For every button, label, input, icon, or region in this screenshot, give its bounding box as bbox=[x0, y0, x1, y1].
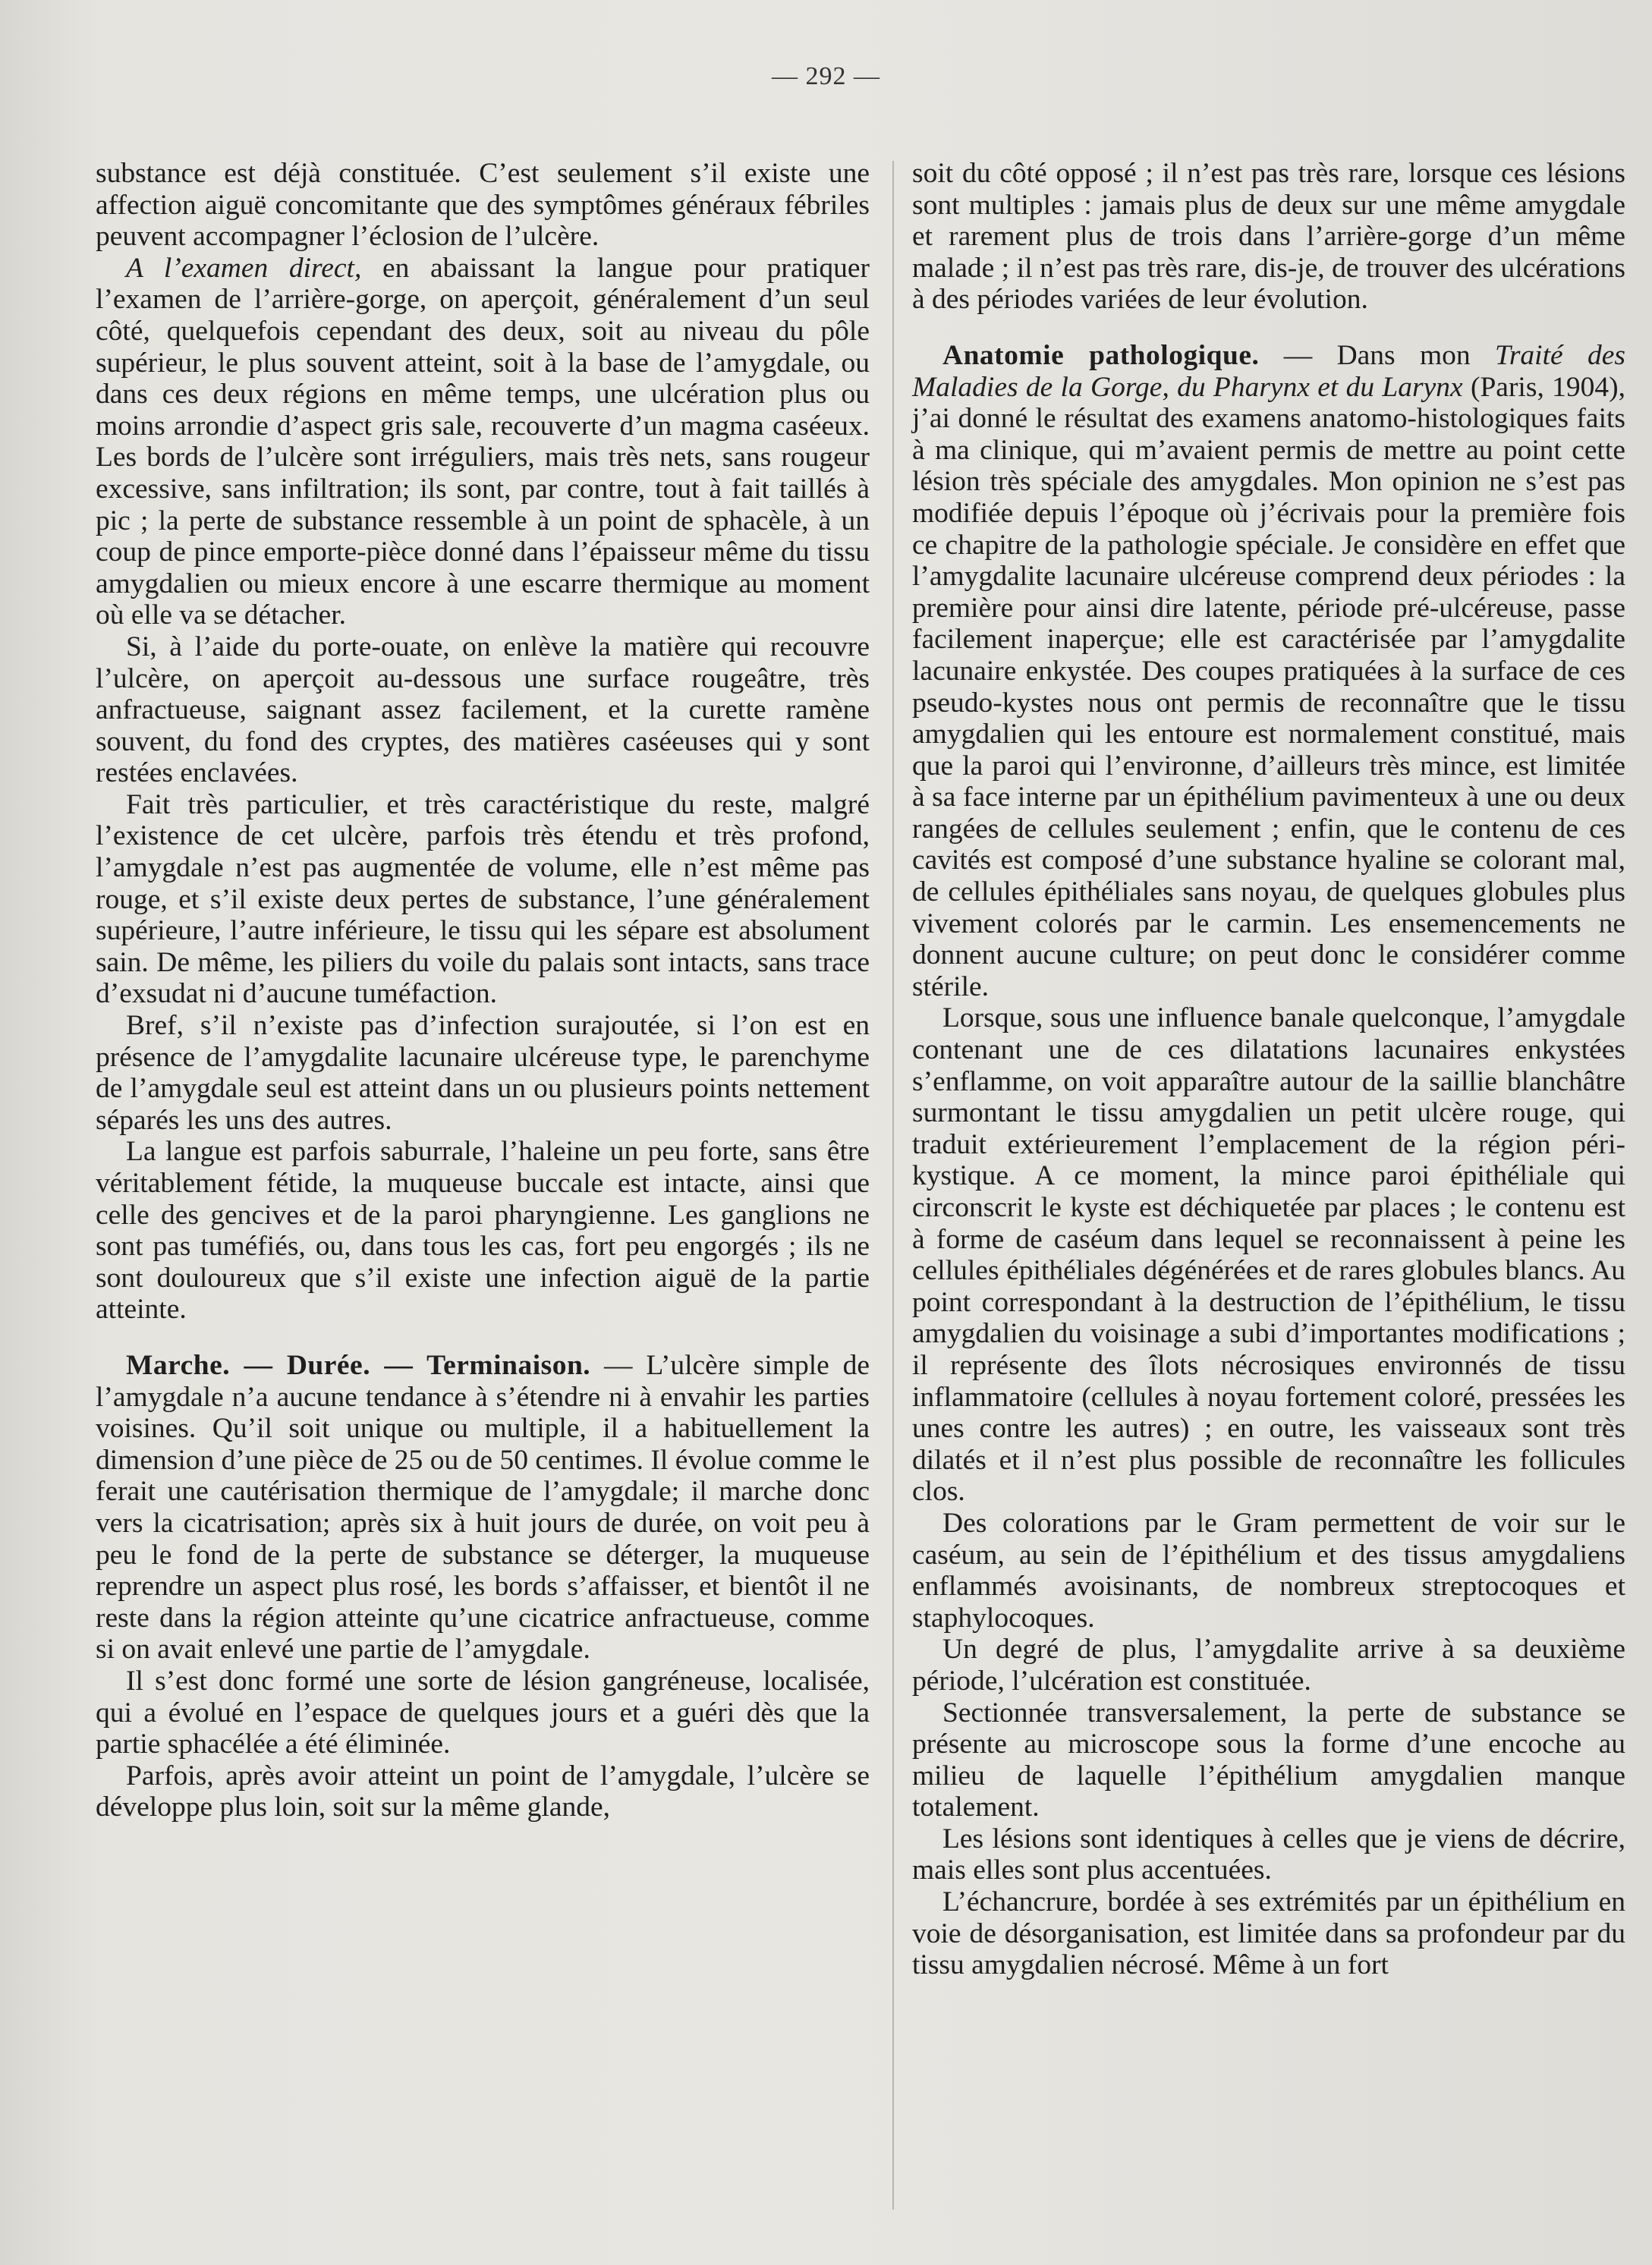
paragraph-lorsque: Lorsque, sous une influence banale quelconque, l’amygdale contenant une de ces dilatations lacunaires enkystées s’enflamme, on voit apparaître autour de la saillie blanchâtre surmontant le tissu amygdalien un petit ulcère rouge, qui traduit extérieurement l’emplacement de la région péri-kystique. A ce moment, la mince paroi épithéliale qui circonscrit le kyste est déchiquetée par places ; le contenu est à forme de caséum dans lequel se reconnaissent à peine les cellules épithéliales dégénérées et de rares globules blancs. Au point correspondant à la destruction de l’épithélium, le tissu amygdalien du voisinage a subi d’importantes modifications ; il représente des îlots nécrosiques environnés de tissu inflammatoire (cellules à noyau fortement coloré, pressées les unes contre les autres) ; en outre, les vaisseaux sont très dilatés et il n’est plus possible de reconnaître les follicules clos. bbox=[912, 1002, 1625, 1508]
paragraph-porte-ouate: Si, à l’aide du porte-ouate, on enlève la matière qui recouvre l’ulcère, on aperçoit au-dessous une surface rougeâtre, très anfractueuse, saignant assez facilement, et la curette ramène souvent, du fond des cryptes, des matières caséeuses qui y sont restées enclavées. bbox=[96, 631, 870, 789]
anatomie-text-a: — Dans mon bbox=[1259, 339, 1496, 371]
paragraph-lesions-identiques: Les lésions sont identiques à celles que je viens de décrire, mais elles sont plus accentuées. bbox=[912, 1823, 1625, 1886]
paragraph-parfois: Parfois, après avoir atteint un point de l’amygdale, l’ulcère se développe plus loin, soit sur la même glande, bbox=[96, 1760, 870, 1823]
paragraph-marche bbox=[96, 1350, 870, 1666]
paragraph-langue: La langue est parfois saburrale, l’haleine un peu forte, sans être véritablement fétide, la muqueuse buccale est intacte, ainsi que celle des gencives et de la paroi pharyngienne. Les ganglions ne sont pas tuméfiés, ou, dans tous les cas, fort peu engorgés ; ils ne sont douloureux que s’il existe une infection aiguë de la partie atteinte. bbox=[96, 1136, 870, 1326]
paragraph-bref: Bref, s’il n’existe pas d’infection surajoutée, si l’on est en présence de l’amygdalite lacunaire ulcéreuse type, le parenchyme de l’amygdale seul est atteint dans un ou plusieurs points nettement séparés les uns des autres. bbox=[96, 1010, 870, 1136]
paragraph-examen-direct bbox=[96, 253, 870, 631]
left-column bbox=[96, 158, 870, 1823]
paragraph-anatomie bbox=[912, 340, 1625, 1002]
examen-direct-lead: A l’examen direct, bbox=[126, 252, 362, 284]
section-heading-marche: Marche. — Durée. — Terminaison. bbox=[126, 1349, 591, 1381]
page-number: — 292 — bbox=[772, 62, 880, 90]
paragraph-cote-oppose: soit du côté opposé ; il n’est pas très rare, lorsque ces lésions sont multiples : jamais plus de deux sur une même amygdale et rarement plus de trois dans l’arrière-gorge d’un même malade ; il n’est pas très rare, dis-je, de trouver des ulcérations à des périodes variées de leur évolution. bbox=[912, 158, 1625, 316]
traite-title: Traité des Maladies de la Gorge, du Pharynx et du Larynx bbox=[912, 339, 1625, 403]
paragraph-colorations: Des colorations par le Gram permettent de voir sur le caséum, au sein de l’épithélium et des tissus amygdaliens enflammés avoisinants, de nombreux streptocoques et staphylocoques. bbox=[912, 1507, 1625, 1634]
paragraph-sectionnee: Sectionnée transversalement, la perte de substance se présente au microscope sous la forme d’une encoche au milieu de laquelle l’épithélium amygdalien manque totalement. bbox=[912, 1697, 1625, 1823]
paragraph-echancrure: L’échancrure, bordée à ses extrémités par un épithélium en voie de désorganisation, est limitée dans sa profondeur par du tissu amygdalien nécrosé. Même à un fort bbox=[912, 1886, 1625, 1981]
paragraph-lesion-gangreneuse: Il s’est donc formé une sorte de lésion gangréneuse, localisée, qui a évolué en l’espace de quelques jours et a guéri dès que la partie sphacélée a été éliminée. bbox=[96, 1665, 870, 1760]
paragraph-degre: Un degré de plus, l’amygdalite arrive à sa deuxième période, l’ulcération est constituée. bbox=[912, 1634, 1625, 1697]
paragraph-fait-particulier: Fait très particulier, et très caractéristique du reste, malgré l’existence de cet ulcère, parfois très étendu et très profond, l’amygdale n’est pas augmentée de volume, elle n’est même pas rouge, et s’il existe deux pertes de substance, l’une généralement supérieure, l’autre inférieure, le tissu qui les sépare est absolument sain. De même, les piliers du voile du palais sont intacts, sans trace d’exsudat ni d’aucune tuméfaction. bbox=[96, 788, 870, 1010]
paragraph-continuation: substance est déjà constituée. C’est seulement s’il existe une affection aiguë concomitante que des symptômes généraux fébriles peuvent accompagner l’éclosion de l’ulcère. bbox=[96, 158, 870, 253]
right-column bbox=[912, 158, 1625, 1981]
column-divider bbox=[892, 161, 894, 2210]
marche-text: — L’ulcère simple de l’amygdale n’a aucune tendance à s’étendre ni à envahir les parties voisines. Qu’il soit unique ou multiple, il a habituellement la dimension d’une pièce de 25 ou de 50 centimes. Il évolue comme le ferait une cautérisation thermique de l’amygdale; il marche donc vers la cicatrisation; après six à huit jours de durée, on voit peu à peu le fond de la perte de substance se déterger, la muqueuse reprendre un aspect plus rosé, les bords s’affaisser, et bientôt il ne reste dans la région atteinte qu’une cicatrice anfractueuse, comme si on avait enlevé une partie de l’amygdale. bbox=[96, 1349, 870, 1666]
examen-direct-text: en abaissant la langue pour pratiquer l’examen de l’arrière-gorge, on aperçoit, généralement d’un seul côté, quelquefois cependant des deux, soit au niveau du pôle supérieur, le plus souvent atteint, soit à la base de l’amygdale, ou dans ces deux régions en même temps, une ulcération plus ou moins arrondie d’aspect gris sale, recouverte d’un magma caséeux. Les bords de l’ulcère sont irréguliers, mais très nets, sans rougeur excessive, sans infiltration; ils sont, par contre, tout à fait taillés à pic ; la perte de substance ressemble à un point de sphacèle, à un coup de pince emporte-pièce donné dans l’épaisseur même du tissu amygdalien ou mieux encore à une escarre thermique au moment où elle va se détacher. bbox=[96, 252, 870, 631]
anatomie-text-b: (Paris, 1904), j’ai donné le résultat des examens anatomo-histologiques faits à ma clinique, qui m’avaient permis de mettre au point cette lésion très spéciale des amygdales. Mon opinion ne s’est pas modifiée depuis l’époque où j’écrivais pour la première fois ce chapitre de la pathologie spéciale. Je considère en effet que l’amygdalite lacunaire ulcéreuse comprend deux périodes : la première pour ainsi dire latente, période pré-ulcéreuse, passe facilement inaperçue; elle est caractérisée par l’amygdalite lacunaire enkystée. Des coupes pratiquées à la surface de ces pseudo-kystes nous ont permis de reconnaître que le tissu amygdalien qui les entoure est normalement constitué, mais que la paroi qui l’environne, d’ailleurs très mince, est limitée à sa face interne par un épithélium pavimenteux à une ou deux rangées de cellules seulement ; enfin, que le contenu de ces cavités est composé d’une substance hyaline se colorant mal, de cellules épithéliales sans noyau, de quelques globules plus vivement colorés par le carmin. Les ensemencements ne donnent aucune culture; on peut donc le considérer comme stérile. bbox=[912, 371, 1625, 1002]
section-heading-anatomie: Anatomie pathologique. bbox=[942, 339, 1260, 371]
